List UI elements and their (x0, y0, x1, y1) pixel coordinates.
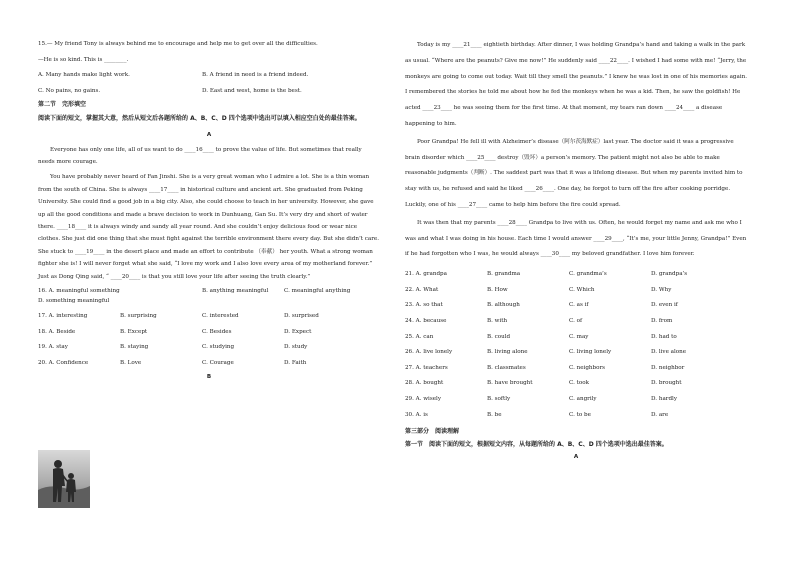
passage-paragraph: Everyone has only one life, all of us want to do ____16____ to prove the value of life. But sometimes that really needs more courage. (38, 146, 362, 165)
option: C. meaningful anything (284, 288, 351, 295)
option: C. Courage (202, 360, 234, 366)
left-column (38, 38, 380, 382)
option: 30. A. is (405, 411, 428, 418)
option: D. brought (651, 380, 682, 387)
option: D. Why (651, 286, 672, 293)
option: D. hardly (651, 395, 677, 402)
option: C. No pains, no gains. (38, 87, 101, 94)
option-row (405, 330, 747, 346)
passage-paragraph: Today is my ____21____ eightieth birthday. After dinner, I was holding Grandpa’s hand and taking a walk in the park as usual. “Where are the peanuts? Give me now!” He suddenly said ____22____. I wished I had some with me! “Jerry, the monkeys are going to come out today. Wait till they smell the peanuts.” I knew he was lost in one of his memories again. I remembered the stories he told me about how he fed the monkeys when he was a kid. Then, he saw the goldfish! He acted ____23____ he was seeing them for the first time. At that moment, my tears ran down ____24____ a disease happening to him. (405, 42, 748, 127)
section-title: 第三部分 阅读理解 (405, 428, 460, 436)
passage-photo (38, 450, 90, 508)
option: 19. A. stay (38, 344, 68, 351)
option: D. something meaningful (38, 297, 110, 304)
option: 26. A. live lonely (405, 349, 453, 356)
option-row (38, 312, 380, 322)
option: 21. A. grandpa (405, 271, 447, 278)
option: C. may (569, 333, 589, 340)
option: C. Besides (202, 328, 232, 335)
option: D. surprised (284, 313, 319, 320)
option: 20. A. Confidence (38, 360, 89, 366)
right-column (405, 38, 747, 463)
option: C. living lonely (569, 349, 612, 356)
q15-reply: —He is so kind. This is ________. (38, 56, 129, 63)
option: B. softly (487, 395, 511, 402)
option: 22. A. What (405, 286, 439, 293)
option: 17. A. interesting (38, 313, 88, 320)
option: B. grandma (487, 271, 521, 278)
option: D. East and west, home is the best. (202, 87, 302, 94)
option: D. even if (651, 302, 678, 309)
option-row (405, 376, 747, 392)
option: D. neighbor (651, 364, 685, 371)
option: 25. A. can (405, 333, 434, 340)
option: D. had to (651, 333, 677, 340)
option: B. Except (120, 328, 148, 335)
section-instructions: 第一节 阅读下面的短文，根据短文内容，从每题所给的 A、B、C、D 四个选项中选出最佳答案。 (405, 441, 668, 449)
option-row (38, 343, 380, 353)
option: B. A friend in need is a friend indeed. (202, 72, 309, 79)
option: B. Love (120, 360, 142, 366)
option: D. Expect (284, 328, 312, 335)
option: C. Which (569, 286, 595, 293)
option: C. grandma’s (569, 271, 607, 278)
option-row (405, 314, 747, 330)
option: D. from (651, 317, 673, 324)
option: C. angrily (569, 395, 597, 402)
option: C. studying (202, 344, 235, 351)
passage-label: A (573, 454, 579, 461)
option: 23. A. so that (405, 302, 443, 309)
option-row (38, 359, 380, 369)
option-row (38, 297, 380, 307)
passage-label: B (206, 373, 212, 380)
q15-options-row2 (38, 87, 380, 97)
option: B. anything meaningful (202, 288, 269, 295)
option: D. Faith (284, 360, 307, 366)
option: B. could (487, 333, 511, 340)
option-row (405, 408, 747, 424)
option: 27. A. teachers (405, 364, 448, 371)
option: C. neighbors (569, 364, 606, 371)
option-row (405, 345, 747, 361)
option-row (38, 328, 380, 338)
option: B. staying (120, 344, 149, 351)
option: 29. A. wisely (405, 395, 441, 402)
passage-paragraph: It was then that my parents ____28____ Grandpa to live with us. Often, he would forget my name and ask me who I was and what I was doing in his house. Each time I would answer ____29____, “It’s me, your little Jenny, Grandpa!” Even if he had forgotten who I was, he would always ____30____ my beloved grandfather. I love him forever. (405, 219, 747, 258)
option: D. grandpa’s (651, 271, 688, 278)
option: A. Many hands make light work. (38, 72, 130, 79)
option: C. of (569, 317, 583, 324)
option: C. took (569, 380, 590, 387)
option: B. have brought (487, 380, 533, 387)
option-row (405, 298, 747, 314)
option: D. are (651, 411, 669, 418)
option-row (38, 287, 380, 297)
option: 18. A. Beside (38, 328, 76, 335)
q15-stem: 15.— My friend Tony is always behind me to encourage and help me to get over all the difficulties. (38, 41, 318, 47)
option-row (405, 392, 747, 408)
option: 24. A. because (405, 317, 447, 324)
option: B. although (487, 302, 520, 309)
passage-paragraph: Poor Grandpa! He fell ill with Alzheimer’s disease（阿尔茨海默症）last year. The doctor said it was a progressive brain disorder which ____25____ destroy（毁坏）a person’s memory. The patient might not also be able to make reasonable judgments（判断）. The saddest part was that it was a lifelong disease. But when my parents invited him to stay with us, he refused and said he liked ____26____. One day, he forgot to turn off the fire after cooking porridge. Luckily, one of his ____27____ came to help him before the fire could spread. (405, 138, 743, 208)
option: B. How (487, 286, 508, 293)
option: B. living alone (487, 349, 528, 356)
option-row (405, 267, 747, 283)
option: B. with (487, 317, 508, 324)
passage-label: A (206, 131, 212, 138)
option: D. study (284, 344, 308, 351)
section-instructions: 阅读下面的短文，掌握其大意，然后从短文后各题所给的 A、B、C、D 四个选项中选出可以填入相应空白处的最佳答案。 (38, 114, 361, 122)
option: B. surprising (120, 313, 157, 320)
option: C. as if (569, 302, 589, 309)
option-row (405, 361, 747, 377)
option: C. to be (569, 411, 591, 418)
option: D. live alone (651, 349, 687, 356)
option: B. classmates (487, 364, 526, 371)
passage-paragraph: You have probably never heard of Fan Jinshi. She is a very great woman who I admire a lot. She is a thin woman from the south of China. She is always ____17____ in historical culture and ancient art. She graduated from Peking University. She could find a good job in a big city. Also, she could choose to teach in her university. However, she gave up all the good conditions and made a brave decision to work in Dunhuang, Gan Su. It’s very dry and short of water there. ____18____ it is always windy and sandy all year round. And she couldn’t enjoy delicious food or wear nice clothes. She just did one thing that she must fight against the terrible environment there every day. But she didn’t care. She stuck to ____19____ in the desert place and made an effort to contribute （奉献） her youth. What a strong woman fighter she is! I will never forget what she said, “I love my work and I also love every area of my motherland forever.” Just as Dong Qing said, “ ____20____ is that you still love your life after seeing the truth clearly.” (38, 174, 380, 280)
section-title: 第二节 完形填空 (38, 101, 87, 109)
option: C. interested (202, 313, 239, 320)
option: 16. A. meaningful something (38, 288, 120, 295)
option-row (405, 283, 747, 299)
q15-options-row1 (38, 71, 380, 81)
option: B. be (487, 411, 502, 418)
option: 28. A. bought (405, 380, 444, 387)
